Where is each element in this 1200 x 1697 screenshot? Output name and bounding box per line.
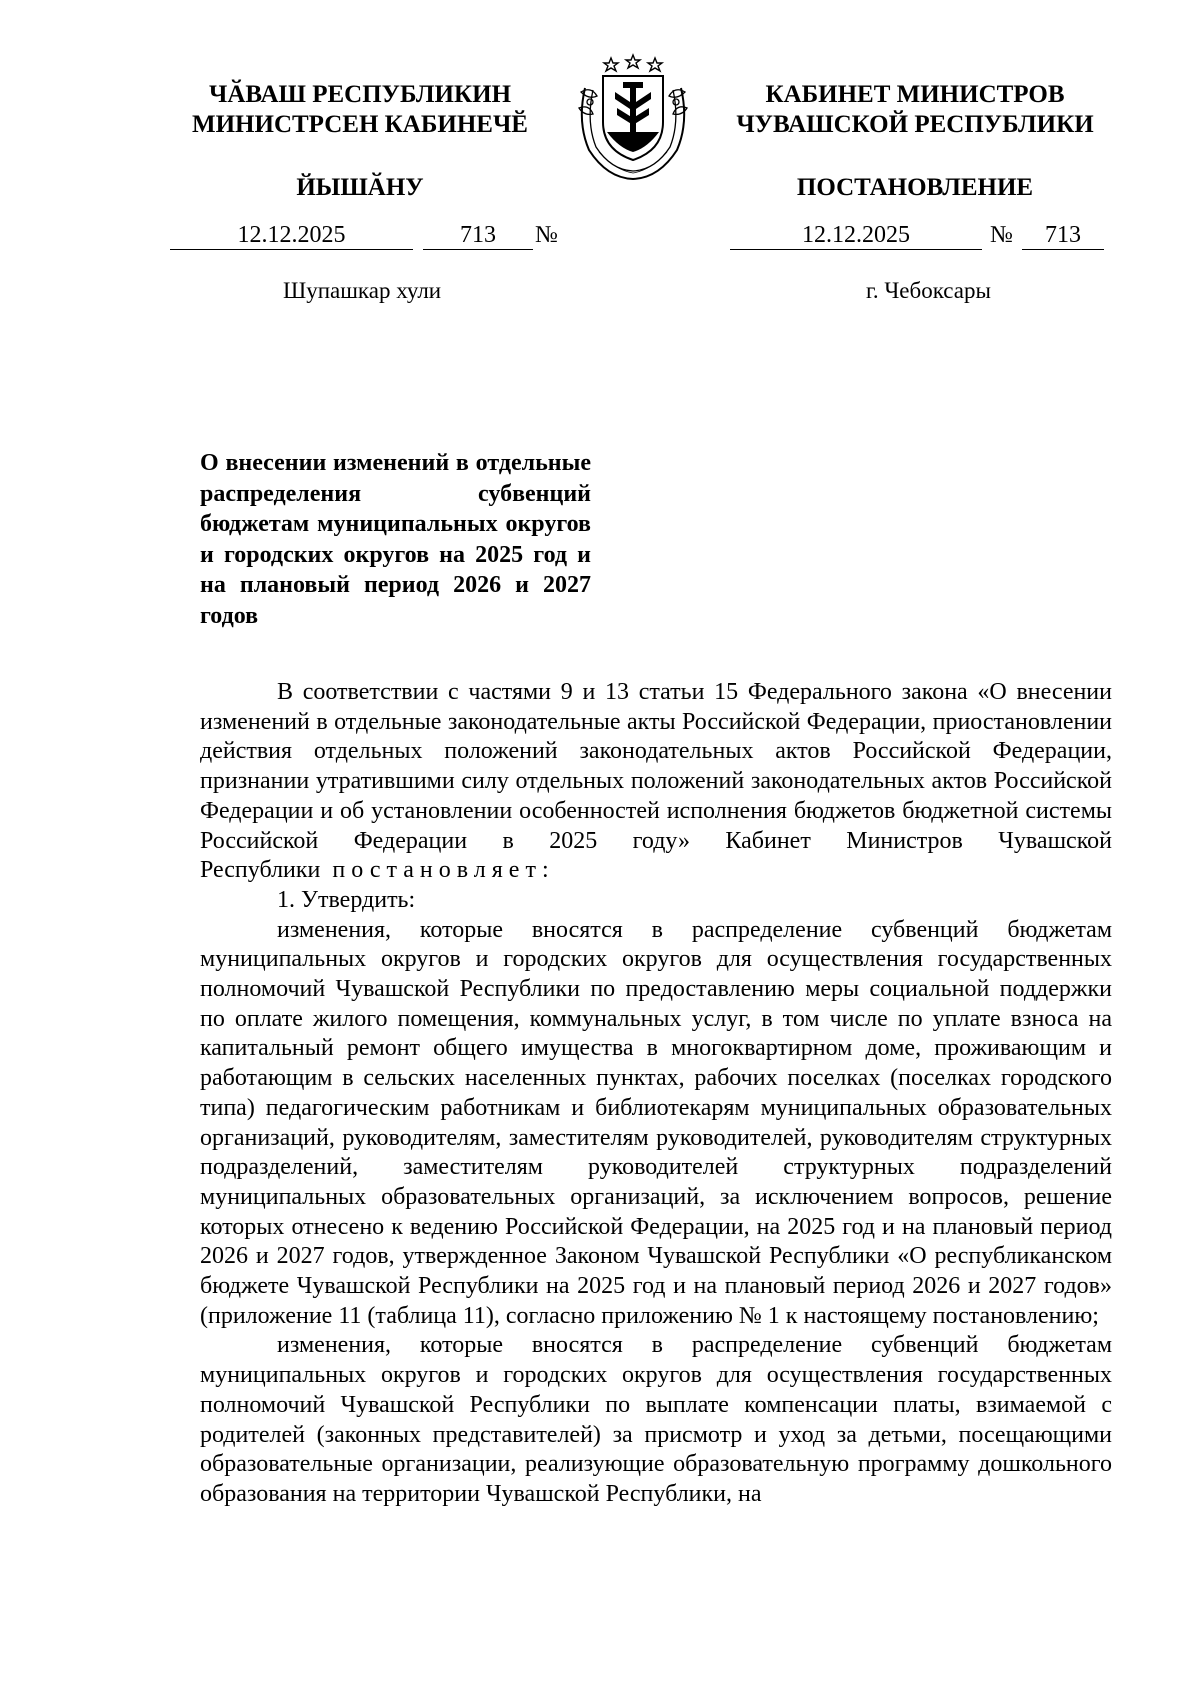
right-doctype: ПОСТАНОВЛЕНИЕ xyxy=(796,174,1034,201)
left-org-line1: ЧӐВАШ РЕСПУБЛИКИН xyxy=(208,81,512,108)
left-date: 12.12.2025 xyxy=(170,222,413,250)
left-doctype: ЙЫШӐНУ xyxy=(296,174,424,201)
header-right-block xyxy=(720,80,1110,203)
right-number-sign: № xyxy=(990,222,1013,248)
right-date: 12.12.2025 xyxy=(730,222,982,250)
left-number: 713 xyxy=(423,222,533,250)
right-city: г. Чебоксары xyxy=(866,278,991,303)
document-subject-title: О внесении изменений в отдельные распределения субвенций бюджетам муниципальных округов и городских округов на 2025 год и на плановый период 2026 и 2027 годов xyxy=(200,450,591,629)
item-1-heading: 1. Утвердить: xyxy=(277,886,416,913)
body-paragraph-2: изменения, которые вносятся в распределение субвенций бюджетам муниципальных округов и городских округов для осуществления государственных полномочий Чувашской Республики по выплате компенсации платы, взимаемой с родителей (законных представителей) за присмотр и уход за детьми, посещающими образовательные организации, реализующие образовательную программу дошкольного образования на территории Чувашской Республики, на xyxy=(200,1332,1112,1507)
chuvash-coat-of-arms-icon xyxy=(563,52,703,182)
left-number-sign: № xyxy=(535,222,558,248)
right-org-line2: ЧУВАШСКОЙ РЕСПУБЛИКИ xyxy=(736,111,1094,138)
document-body xyxy=(200,678,1112,1510)
left-registration-line xyxy=(170,222,570,250)
right-registration-line xyxy=(730,222,1130,250)
header-left-block xyxy=(165,80,555,203)
left-org-line2: МИНИСТРСЕН КАБИНЕЧӖ xyxy=(192,111,528,138)
preamble-paragraph xyxy=(200,678,1112,886)
left-city: Шупашкар хули xyxy=(283,278,442,303)
right-number: 713 xyxy=(1022,222,1104,250)
body-paragraph-1: изменения, которые вносятся в распределение субвенций бюджетам муниципальных округов и городских округов для осуществления государственных полномочий Чувашской Республики по предоставлению меры социальной поддержки по оплате жилого помещения, коммунальных услуг, в том числе по уплате взноса на капитальный ремонт общего имущества в многоквартирном доме, проживающим и работающим в сельских населенных пунктах, рабочих поселках (поселках городского типа) педагогическим работникам и библиотекарям муниципальных образовательных организаций, руководителям, заместителям руководителей, руководителям структурных подразделений, заместителям руководителей структурных подразделений муниципальных образовательных организаций, за исключением вопросов, решение которых отнесено к ведению Российской Федерации, на 2025 год и на плановый период 2026 и 2027 годов, утвержденное Законом Чувашской Республики «О республиканском бюджете Чувашской Республики на 2025 год и на плановый период 2026 и 2027 годов» (приложение 11 (таблица 11), согласно приложению № 1 к настоящему постановлению; xyxy=(200,916,1112,1329)
decree-word: постановляет: xyxy=(332,857,555,884)
right-org-line1: КАБИНЕТ МИНИСТРОВ xyxy=(765,81,1065,108)
preamble-text: В соответствии с частями 9 и 13 статьи 15 Федерального закона «О внесении изменений в отдельные законодательные акты Российской Федерации, приостановлении действия отдельных положений законодательных актов Российской Федерации, признании утратившими силу отдельных положений законодательных актов Российской Федерации и об установлении особенностей исполнения бюджетов бюджетной системы Российской Федерации в 2025 году» Кабинет Министров Чувашской Республики xyxy=(200,679,1112,884)
